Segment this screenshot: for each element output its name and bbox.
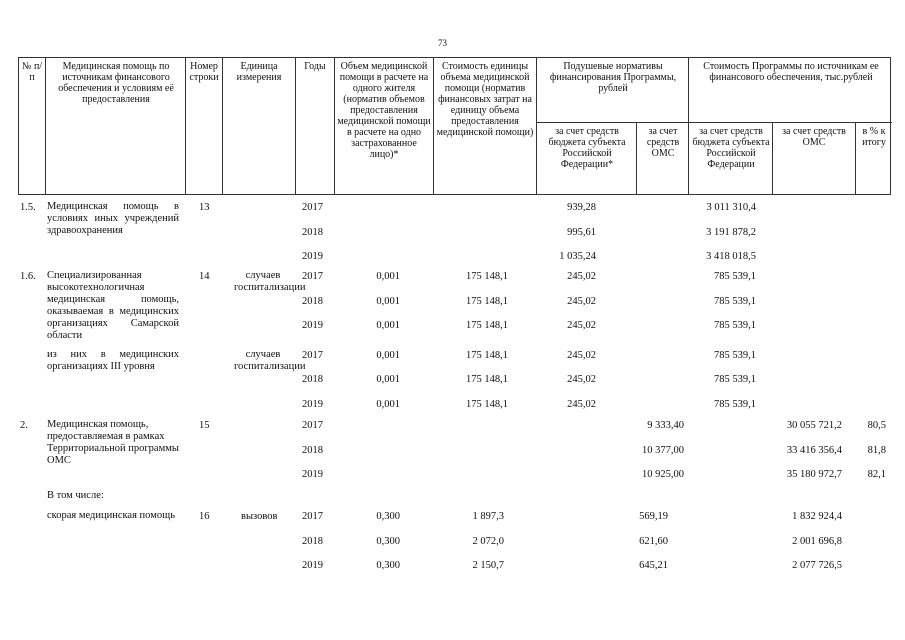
program-budget-cell: 3 011 310,4 bbox=[706, 202, 756, 213]
volume-cell: 0,001 bbox=[376, 271, 400, 282]
program-pct-cell: 80,5 bbox=[867, 420, 886, 431]
program-budget-cell: 785 539,1 bbox=[714, 399, 756, 410]
block-unit: вызовов bbox=[241, 511, 278, 522]
cost-cell: 175 148,1 bbox=[466, 374, 508, 385]
year-cell: 2018 bbox=[302, 445, 323, 456]
block-unit: случаев госпитализации bbox=[234, 349, 306, 372]
program-oms-cell: 2 001 696,8 bbox=[792, 536, 842, 547]
block-name: скорая медицинская помощь bbox=[47, 510, 175, 521]
year-cell: 2019 bbox=[302, 251, 323, 262]
volume-cell: 0,300 bbox=[376, 511, 400, 522]
per-capita-budget-cell: 939,28 bbox=[567, 202, 596, 213]
per-capita-oms-cell: 569,19 bbox=[639, 511, 668, 522]
table-header bbox=[18, 57, 891, 195]
block-name: Медицинская помощь в условиях иных учреждений здравоохранения bbox=[47, 201, 179, 236]
year-cell: 2019 bbox=[302, 560, 323, 571]
program-budget-cell: 785 539,1 bbox=[714, 271, 756, 282]
cost-cell: 1 897,3 bbox=[472, 511, 504, 522]
header-row-number: Номер строки bbox=[189, 61, 219, 83]
per-capita-oms-cell: 621,60 bbox=[639, 536, 668, 547]
block-number: 1.6. bbox=[20, 271, 36, 282]
year-cell: 2017 bbox=[302, 271, 323, 282]
program-budget-cell: 785 539,1 bbox=[714, 350, 756, 361]
year-cell: 2019 bbox=[302, 320, 323, 331]
block-row-number: 13 bbox=[199, 202, 210, 213]
volume-cell: 0,001 bbox=[376, 350, 400, 361]
cost-cell: 2 150,7 bbox=[472, 560, 504, 571]
program-budget-cell: 3 191 878,2 bbox=[706, 227, 756, 238]
per-capita-budget-cell: 245,02 bbox=[567, 271, 596, 282]
block-row-number: 16 bbox=[199, 511, 210, 522]
header-num: № п/п bbox=[21, 61, 43, 83]
year-cell: 2017 bbox=[302, 511, 323, 522]
program-budget-cell: 785 539,1 bbox=[714, 320, 756, 331]
per-capita-budget-cell: 245,02 bbox=[567, 296, 596, 307]
year-cell: 2017 bbox=[302, 350, 323, 361]
header-program-oms: за счет средств ОМС bbox=[782, 126, 846, 148]
header-program-pct: в % к итогу bbox=[862, 126, 886, 148]
volume-cell: 0,300 bbox=[376, 536, 400, 547]
subsection-label: В том числе: bbox=[47, 490, 104, 501]
per-capita-oms-cell: 10 925,00 bbox=[642, 469, 684, 480]
cost-cell: 2 072,0 bbox=[472, 536, 504, 547]
program-pct-cell: 81,8 bbox=[867, 445, 886, 456]
header-program-cost: Стоимость Программы по источникам ее финансового обеспечения, тыс.рублей bbox=[703, 61, 879, 83]
volume-cell: 0,300 bbox=[376, 560, 400, 571]
header-per-capita: Подушевые нормативы финансирования Программы, рублей bbox=[549, 61, 677, 94]
cost-cell: 175 148,1 bbox=[466, 296, 508, 307]
block-name: Медицинская помощь, предоставляемая в рамках Территориальной программы ОМС bbox=[47, 419, 179, 466]
program-oms-cell: 33 416 356,4 bbox=[786, 445, 842, 456]
cost-cell: 175 148,1 bbox=[466, 350, 508, 361]
year-cell: 2018 bbox=[302, 296, 323, 307]
block-name: Специализированная высокотехнологичная медицинская помощь, оказываемая в медицинских организациях Самарской области bbox=[47, 270, 179, 341]
header-program-budget: за счет средств бюджета субъекта Российской Федерации bbox=[692, 126, 770, 170]
header-years: Годы bbox=[304, 61, 326, 72]
year-cell: 2017 bbox=[302, 202, 323, 213]
program-budget-cell: 3 418 018,5 bbox=[706, 251, 756, 262]
program-oms-cell: 2 077 726,5 bbox=[792, 560, 842, 571]
program-budget-cell: 785 539,1 bbox=[714, 296, 756, 307]
volume-cell: 0,001 bbox=[376, 296, 400, 307]
per-capita-budget-cell: 245,02 bbox=[567, 350, 596, 361]
header-cost-unit: Стоимость единицы объема медицинской помощи (норматив финансовых затрат на единицу объема предоставления медицинской помощи) bbox=[436, 61, 534, 138]
block-row-number: 14 bbox=[199, 271, 210, 282]
header-per-capita-budget: за счет средств бюджета субъекта Российской Федерации* bbox=[548, 126, 626, 170]
year-cell: 2019 bbox=[302, 469, 323, 480]
year-cell: 2018 bbox=[302, 536, 323, 547]
year-cell: 2018 bbox=[302, 374, 323, 385]
block-number: 1.5. bbox=[20, 202, 36, 213]
per-capita-budget-cell: 1 035,24 bbox=[559, 251, 596, 262]
volume-cell: 0,001 bbox=[376, 399, 400, 410]
volume-cell: 0,001 bbox=[376, 320, 400, 331]
per-capita-budget-cell: 245,02 bbox=[567, 320, 596, 331]
year-cell: 2017 bbox=[302, 420, 323, 431]
volume-cell: 0,001 bbox=[376, 374, 400, 385]
cost-cell: 175 148,1 bbox=[466, 320, 508, 331]
program-oms-cell: 1 832 924,4 bbox=[792, 511, 842, 522]
header-volume: Объем медицинской помощи в расчете на одного жителя (норматив объемов предоставления медицинской помощи в расчете на одно застрахованное лицо)* bbox=[337, 61, 431, 160]
header-care: Медицинская помощь по источникам финансового обеспечения и условиям её предоставления bbox=[58, 61, 174, 105]
cost-cell: 175 148,1 bbox=[466, 271, 508, 282]
per-capita-budget-cell: 995,61 bbox=[567, 227, 596, 238]
per-capita-budget-cell: 245,02 bbox=[567, 374, 596, 385]
per-capita-oms-cell: 10 377,00 bbox=[642, 445, 684, 456]
program-budget-cell: 785 539,1 bbox=[714, 374, 756, 385]
block-row-number: 15 bbox=[199, 420, 210, 431]
program-oms-cell: 35 180 972,7 bbox=[786, 469, 842, 480]
block-name: из них в медицинских организациях III уровня bbox=[47, 349, 179, 372]
block-unit: случаев госпитализации bbox=[234, 270, 306, 293]
per-capita-oms-cell: 9 333,40 bbox=[647, 420, 684, 431]
program-oms-cell: 30 055 721,2 bbox=[786, 420, 842, 431]
cost-cell: 175 148,1 bbox=[466, 399, 508, 410]
year-cell: 2018 bbox=[302, 227, 323, 238]
header-per-capita-oms: за счет средств ОМС bbox=[646, 126, 680, 159]
per-capita-oms-cell: 645,21 bbox=[639, 560, 668, 571]
program-pct-cell: 82,1 bbox=[867, 469, 886, 480]
year-cell: 2019 bbox=[302, 399, 323, 410]
page-number: 73 bbox=[438, 38, 447, 48]
block-number: 2. bbox=[20, 420, 28, 431]
per-capita-budget-cell: 245,02 bbox=[567, 399, 596, 410]
header-unit: Единица измерения bbox=[236, 61, 282, 83]
